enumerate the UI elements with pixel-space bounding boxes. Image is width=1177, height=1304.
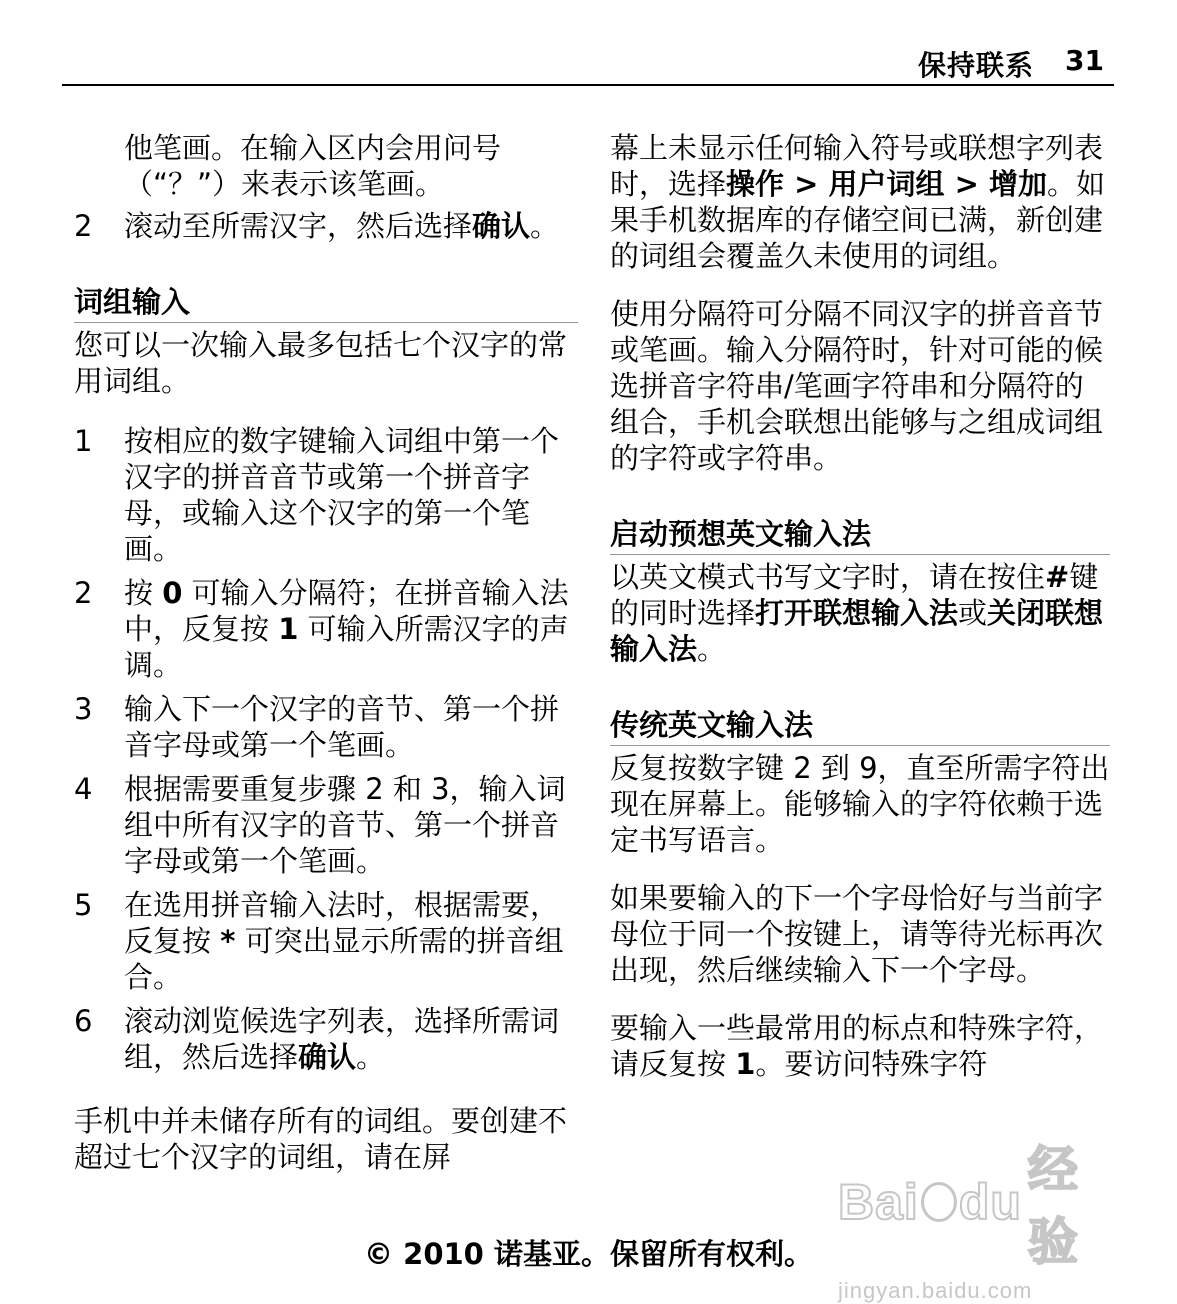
step-text [124, 208, 578, 244]
paragraph-part: 。要访问特殊字符 [755, 1047, 988, 1081]
list-item [74, 771, 578, 879]
section-heading: 传统英文输入法 [610, 707, 1110, 746]
logo-text: Bai [838, 1174, 919, 1230]
watermark-url: jingyan.baidu.com [838, 1278, 1033, 1303]
step-text [124, 1003, 578, 1075]
step-text-part: 滚动至所需汉字，然后选择 [124, 209, 473, 243]
step-number: 5 [74, 888, 93, 922]
option-label: 打开联想输入法 [755, 596, 959, 630]
key-label: 1 [278, 612, 299, 646]
step-text: 输入下一个汉字的音节、第一个拼音字母或第一个笔画。 [124, 692, 560, 762]
paragraph-part: 要输入一些最常用的标点和特殊字符，请反复按 [610, 1011, 1104, 1081]
step-text-part: 。 [530, 209, 560, 243]
step-text-part: 可突出显示所需的拼音组合。 [124, 924, 564, 994]
menu-path: 操作 > 用户词组 > 增加 [726, 167, 1047, 201]
step-number: 2 [74, 576, 93, 610]
step-text [124, 887, 578, 995]
section-heading: 启动预想英文输入法 [610, 516, 1110, 555]
section-outro: 手机中并未储存所有的词组。要创建不超过七个汉字的词组，请在屏 [74, 1104, 568, 1174]
paragraph [610, 559, 1110, 667]
paragraph-part: 。如果手机数据库的存储空间已满，新创建的词组会覆盖久未使用的词组。 [610, 167, 1106, 273]
list-item [74, 1003, 578, 1075]
key-label: * [220, 924, 236, 958]
step-text-bold: 确认 [298, 1040, 357, 1074]
step-number: 6 [74, 1004, 93, 1038]
page-footer: © 2010 诺基亚。保留所有权利。 [364, 1237, 813, 1271]
page-number: 31 [1065, 44, 1104, 77]
step-number: 1 [74, 424, 93, 458]
list-item [74, 887, 578, 995]
step-text-bold: 确认 [472, 209, 531, 243]
step-text-part: 可输入分隔符；在拼音输入法中，反复按 [124, 576, 569, 646]
logo-text: du [958, 1174, 1022, 1230]
section-heading: 词组输入 [74, 284, 578, 323]
step-text: 按相应的数字键输入词组中第一个汉字的拼音音节或第一个拼音字母，或输入这个汉字的第一个笔画。 [124, 424, 560, 566]
key-label: # [1045, 560, 1070, 594]
paragraph: 使用分隔符可分隔不同汉字的拼音音节或笔画。输入分隔符时，针对可能的候选拼音字符串/笔画字符串和分隔符的组合，手机会联想出能够与之组成词组的字符或字符串。 [610, 297, 1104, 475]
paragraph-part: 幕上未显示任何输入符号或联想字列表时，选择 [610, 131, 1104, 201]
option-label: 关闭联想输入法 [610, 596, 1104, 666]
list-item [74, 208, 578, 244]
key-label: 1 [735, 1047, 756, 1081]
paragraph: 反复按数字键 2 到 9，直至所需字符出现在屏幕上。能够输入的字符依赖于选定书写语言。 [610, 751, 1110, 857]
list-item [74, 423, 578, 567]
page-header [62, 40, 1114, 86]
step-text: 根据需要重复步骤 2 和 3，输入词组中所有汉字的音节、第一个拼音字母或第一个笔画。 [124, 772, 566, 878]
paragraph [610, 1010, 1110, 1082]
intro-continuation: 他笔画。在输入区内会用问号（“？”）来表示该笔画。 [124, 131, 502, 201]
left-column [74, 130, 578, 1175]
right-column [610, 130, 1110, 1082]
step-number: 3 [74, 692, 93, 726]
step-number: 4 [74, 772, 93, 806]
logo-text: 经验 [1027, 1142, 1079, 1270]
step-text-part: 按 [124, 576, 163, 610]
step-text-part: 。 [356, 1040, 386, 1074]
list-item [74, 691, 578, 763]
step-number: 2 [74, 209, 93, 243]
header-title: 保持联系 [917, 49, 1034, 82]
paragraph-part: 或 [958, 596, 988, 630]
paragraph-part: 键的同时选择 [610, 560, 1099, 630]
list-item [74, 130, 578, 202]
paragraph-part: 以英文模式书写文字时，请在按住 [610, 560, 1046, 594]
baidu-watermark [838, 1130, 1118, 1303]
key-label: 0 [162, 576, 183, 610]
step-text-part: 滚动浏览候选字列表，选择所需词组，然后选择 [124, 1004, 560, 1074]
paragraph-part: 。 [697, 632, 727, 666]
paragraph: 如果要输入的下一个字母恰好与当前字母位于同一个按键上，请等待光标再次出现，然后继续输入下一个字母。 [610, 881, 1104, 987]
paw-icon [921, 1182, 957, 1222]
step-text-part: 可输入所需汉字的声调。 [124, 612, 569, 682]
list-item [74, 575, 578, 683]
continuation-paragraph [610, 130, 1110, 274]
step-text-part: 在选用拼音输入法时，根据需要，反复按 [124, 888, 560, 958]
step-text [124, 575, 578, 683]
section-intro: 您可以一次输入最多包括七个汉字的常用词组。 [74, 328, 568, 398]
